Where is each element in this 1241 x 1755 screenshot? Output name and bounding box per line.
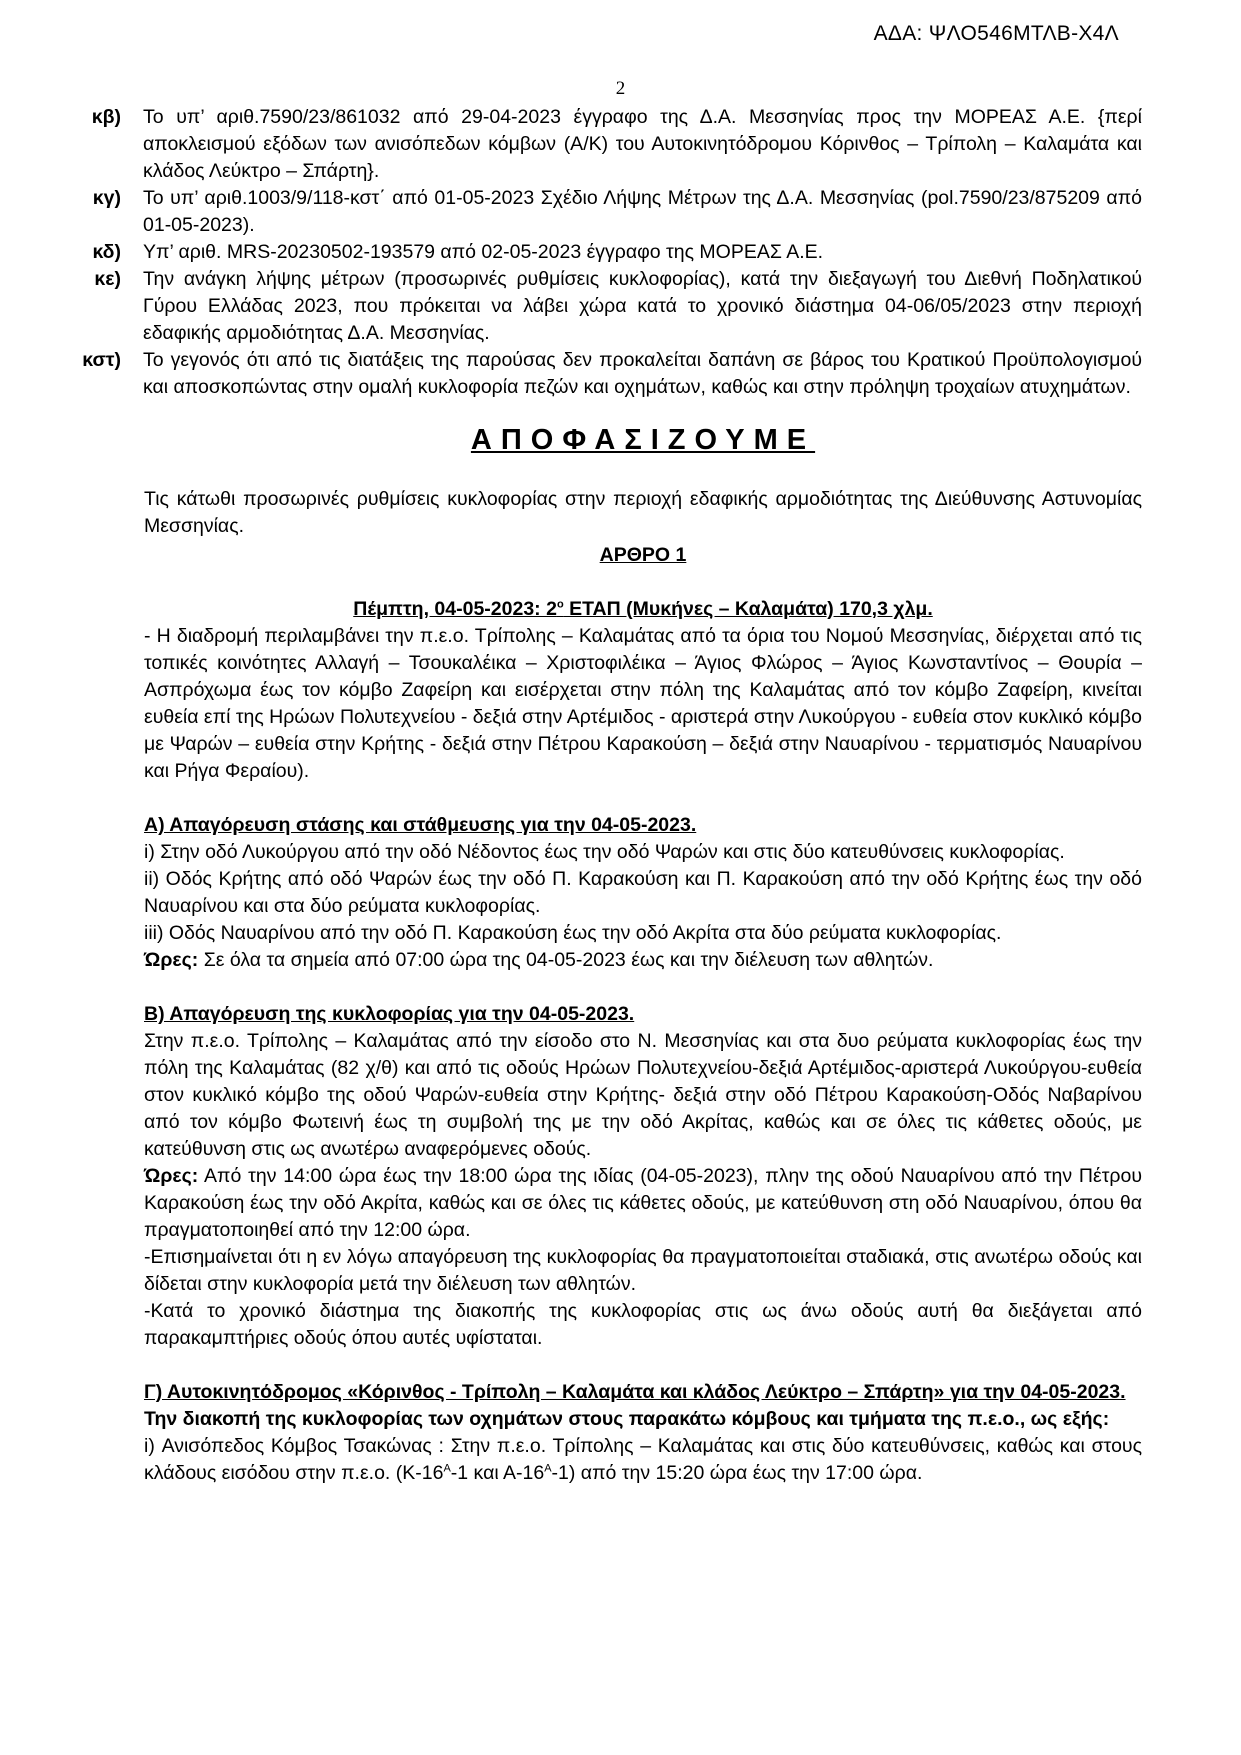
item-label: κστ) [82, 349, 121, 371]
hours-label: Ώρες: [144, 1165, 199, 1187]
stage-prefix: Πέμπτη, 04-05-2023: 2 [353, 598, 557, 620]
section-c-subtitle: Την διακοπή της κυκλοφορίας των οχημάτων στους παρακάτω κόμβους και τμήματα της π.ε.ο., ως εξής: [144, 1408, 1110, 1430]
stage-title [144, 596, 1142, 623]
route-paragraph: - Η διαδρομή περιλαμβάνει την π.ε.ο. Τρίπολης – Καλαμάτας από τα όρια του Νομού Μεσσηνίας, διέρχεται από τις τοπικές κοινότητες Αλλαγή – Τσουκαλέικα – Χριστοφιλέικα – Άγιος Φλώρος – Άγιος Κωνσταντίνος – Θουρία – Ασπρόχωμα έως τον κόμβο Ζαφείρη και εισέρχεται στην πόλη της Καλαμάτας από τον κόμβο Ζαφείρη, κινείται ευθεία επί της Ηρώων Πολυτεχνείου - δεξιά στην Αρτέμιδος - αριστερά στην Λυκούργου - ευθεία στον κυκλικό κόμβο με Ψαρών – ευθεία στην Κρήτης - δεξιά στην Πέτρου Καρακούση – δεξιά στην Ναυαρίνου - τερματισμός Ναυαρίνου και Ρήγα Φεραίου). [144, 625, 1142, 782]
item-text-part: -1) από την 15:20 ώρα έως την 17:00 ώρα. [551, 1462, 923, 1484]
article-title: ΑΡΘΡΟ 1 [599, 544, 687, 566]
item-text: Το γεγονός ότι από τις διατάξεις της παρούσας δεν προκαλείται δαπάνη σε βάρος του Κρατικού Προϋπολογισμού και αποσκοπώντας στην ομαλή κυκλοφορία πεζών και οχημάτων, καθώς και στην πρόληψη τροχαίων ατυχημάτων. [143, 349, 1142, 398]
list-item [62, 185, 1142, 239]
page-number: 2 [615, 78, 626, 99]
list-item [62, 239, 1142, 266]
list-item [62, 347, 1142, 401]
intro-paragraph: Τις κάτωθι προσωρινές ρυθμίσεις κυκλοφορίας στην περιοχή εδαφικής αρμοδιότητας της Διεύθυνσης Αστυνομίας Μεσσηνίας. [144, 488, 1142, 537]
section-b-title: Β) Απαγόρευση της κυκλοφορίας για την 04-05-2023. [144, 1003, 635, 1025]
item-label: κε) [94, 268, 121, 290]
item-label: κγ) [92, 187, 121, 209]
item-text: Την ανάγκη λήψης μέτρων (προσωρινές ρυθμίσεις κυκλοφορίας), κατά την διεξαγωγή του Διεθνή Ποδηλατικού Γύρου Ελλάδας 2023, που πρόκειται να λάβει χώρα κατά το χρονικό διάστημα 04-06/05/2023 στην περιοχή εδαφικής αρμοδιότητας Δ.Α. Μεσσηνίας. [143, 268, 1142, 344]
section-a-title: Α) Απαγόρευση στάσης και στάθμευσης για την 04-05-2023. [144, 814, 697, 836]
stage-ordinal: ο [556, 598, 564, 611]
section-a-line: i) Στην οδό Λυκούργου από την οδό Νέδοντος έως την οδό Ψαρών και στις δύο κατευθύνσεις κυκλοφορίας. [144, 841, 1065, 863]
section-a-hours [144, 947, 1142, 974]
section-c-title: Γ) Αυτοκινητόδρομος «Κόρινθος - Τρίπολη – Καλαμάτα και κλάδος Λεύκτρο – Σπάρτη» για την 04-05-2023. [144, 1381, 1126, 1403]
list-item [62, 104, 1142, 185]
item-label: κβ) [91, 106, 121, 128]
section-b-text: Στην π.ε.ο. Τρίπολης – Καλαμάτας από την είσοδο στο Ν. Μεσσηνίας και στα δυο ρεύματα κυκλοφορίας έως την πόλη της Καλαμάτας (82 χ/θ) και από τις οδούς Ηρώων Πολυτεχνείου-δεξιά Αρτέμιδος-αριστερά Λυκούργου-ευθεία στον κυκλικό κόμβο της οδού Ψαρών-ευθεία στην Κρήτης- δεξιά στην οδό Πέτρου Καρακούση-Οδός Ναβαρίνου από τον κόμβο Φωτεινή έως τη συμβολή της με την οδό Ακρίτας, καθώς και σε όλες τις κάθετες οδούς, με κατεύθυνση στις ως ανωτέρω αναφερόμενες οδούς. [144, 1030, 1142, 1160]
section-b-note: -Επισημαίνεται ότι η εν λόγω απαγόρευση της κυκλοφορίας θα πραγματοποιείται σταδιακά, στις ανωτέρω οδούς και δίδεται στην κυκλοφορία μετά την διέλευση των αθλητών. [144, 1246, 1142, 1295]
section-a-line: ii) Οδός Κρήτης από οδό Ψαρών έως την οδό Π. Καρακούση και Π. Καρακούση από την οδό Κρήτης έως την οδό Ναυαρίνου και στα δύο ρεύματα κυκλοφορίας. [144, 868, 1142, 917]
decision-heading: ΑΠΟΦΑΣΙΖΟΥΜΕ [470, 424, 816, 456]
stage-suffix: ΕΤΑΠ (Μυκήνες – Καλαμάτα) 170,3 χλμ. [563, 598, 933, 620]
item-label: κδ) [92, 241, 121, 263]
decision-body [144, 486, 1142, 1487]
item-text: Υπ’ αριθ. MRS-20230502-193579 από 02-05-2023 έγγραφο της ΜΟΡΕΑΣ Α.Ε. [143, 241, 824, 263]
list-item [62, 266, 1142, 347]
item-text-part: -1 και Α-16 [450, 1462, 545, 1484]
section-b-note: -Κατά το χρονικό διάστημα της διακοπής της κυκλοφορίας στις ως άνω οδούς αυτή θα διεξάγεται από παρακαμπτήριες οδούς όπου αυτές υφίσταται. [144, 1300, 1142, 1349]
item-text-part: i) Ανισόπεδος Κόμβος Τσακώνας : Στην π.ε.ο. Τρίπολης – Καλαμάτας και στις δύο κατευθύνσεις, καθώς και στους κλάδους εισόδου στην π.ε.ο. (Κ-16 [144, 1435, 1142, 1484]
hours-text: Σε όλα τα σημεία από 07:00 ώρα της 04-05-2023 έως και την διέλευση των αθλητών. [198, 949, 934, 971]
hours-text: Από την 14:00 ώρα έως την 18:00 ώρα της ιδίας (04-05-2023), πλην της οδού Ναυαρίνου από την Πέτρου Καρακούση έως την οδό Ακρίτα, καθώς και σε όλες τις κάθετες οδούς, με κατεύθυνση στη οδό Ναυαρίνου, όπου θα πραγματοποιηθεί από την 12:00 ώρα. [144, 1165, 1142, 1241]
item-text: Το υπ’ αριθ.7590/23/861032 από 29-04-2023 έγγραφο της Δ.Α. Μεσσηνίας προς την ΜΟΡΕΑΣ Α.Ε. {περί αποκλεισμού εξόδων των ανισόπεδων κόμβων (Α/Κ) του Αυτοκινητόδρομου Κόρινθος – Τρίπολη – Καλαμάτα και κλάδος Λεύκτρο – Σπάρτη}. [143, 106, 1142, 182]
superscript: Α [443, 1462, 451, 1475]
item-text: Το υπ’ αριθ.1003/9/118-κστ΄ από 01-05-2023 Σχέδιο Λήψης Μέτρων της Δ.Α. Μεσσηνίας (pol.7590/23/875209 από 01-05-2023). [143, 187, 1142, 236]
document-body [62, 104, 1142, 1487]
section-a-line: iii) Οδός Ναυαρίνου από την οδό Π. Καρακούση έως την οδό Ακρίτα στα δύο ρεύματα κυκλοφορίας. [144, 922, 1002, 944]
ada-code: ΑΔΑ: ΨΛΟ546ΜΤΛΒ-Χ4Λ [873, 22, 1119, 45]
section-c-item [144, 1433, 1142, 1487]
hours-label: Ώρες: [144, 949, 199, 971]
superscript: Α [544, 1462, 552, 1475]
section-b-hours [144, 1163, 1142, 1244]
